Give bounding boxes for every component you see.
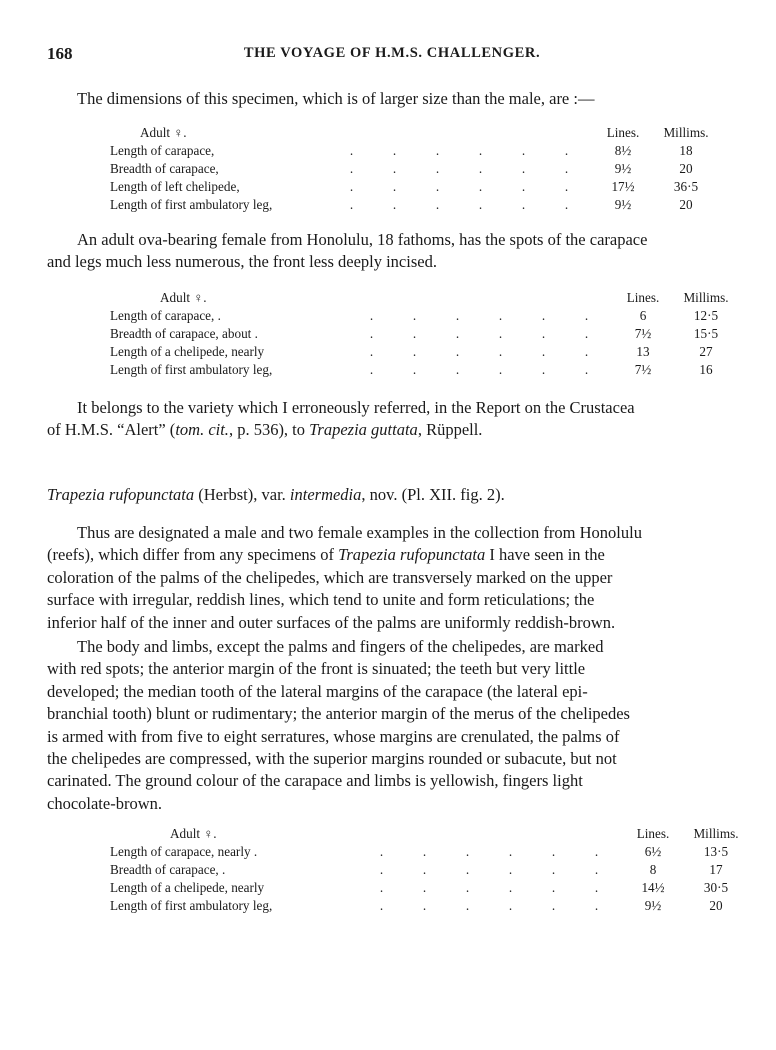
row-label: Length of a chelipede, nearly	[110, 344, 265, 359]
table-title: Adult ♀.	[160, 290, 207, 305]
leader-dots: . . . . . .	[379, 862, 599, 877]
column-header-lines: Lines.	[606, 125, 640, 140]
table-title: Adult ♀.	[140, 125, 187, 140]
row-lines: 7½	[634, 326, 652, 341]
column-header-lines: Lines.	[626, 290, 660, 305]
page-number: 168	[47, 44, 73, 63]
row-label: Breadth of carapace, about .	[110, 326, 258, 341]
row-lines: 13	[636, 344, 650, 359]
leader-dots: . . . . . .	[369, 326, 589, 341]
paragraph-line: inferior half of the inner and outer surfaces of the palms are uniformly reddish-brown.	[47, 612, 616, 632]
row-lines: 6	[639, 308, 647, 323]
leader-dots: . . . . . .	[379, 844, 599, 859]
row-label: Length of left chelipede,	[110, 179, 240, 194]
table-row	[110, 843, 746, 861]
table-row	[110, 343, 736, 361]
paragraph-line: (reefs), which differ from any specimens of Trapezia rufopunctata I have seen in the	[47, 545, 605, 565]
table-row	[110, 861, 746, 879]
paragraph-designation	[47, 522, 727, 634]
leader-dots: . . . . . .	[349, 179, 569, 194]
table-row	[110, 196, 716, 214]
row-label: Breadth of carapace,	[110, 161, 219, 176]
table-row	[110, 160, 716, 178]
row-millims: 27	[699, 344, 713, 359]
leader-dots: . . . . . .	[349, 161, 569, 176]
leader-dots: . . . . . .	[369, 344, 589, 359]
table-row	[110, 879, 746, 897]
table-row	[110, 142, 716, 160]
row-millims: 13·5	[703, 844, 729, 859]
row-lines: 9½	[614, 161, 632, 176]
paragraph-line: developed; the median tooth of the lateral margins of the carapace (the lateral epi-	[47, 681, 588, 701]
paragraph-dimensions-intro	[47, 88, 727, 110]
measurement-table-1	[110, 124, 716, 214]
column-header-lines: Lines.	[636, 826, 670, 841]
paragraph-line: branchial tooth) blunt or rudimentary; the anterior margin of the merus of the chelipedes	[47, 704, 630, 724]
page-header	[47, 44, 737, 64]
row-lines: 14½	[641, 880, 665, 895]
column-header-millims: Millims.	[663, 125, 709, 140]
row-lines: 17½	[611, 179, 635, 194]
paragraph-variety-note	[47, 397, 727, 442]
leader-dots: . . . . . .	[369, 362, 589, 377]
table-row	[110, 361, 736, 379]
leader-dots: . . . . . .	[379, 898, 599, 913]
paragraph-line: The body and limbs, except the palms and fingers of the chelipedes, are marked	[77, 637, 604, 656]
row-label: Length of first ambulatory leg,	[110, 197, 273, 212]
row-millims: 16	[699, 362, 713, 377]
paragraph-honolulu-female	[47, 229, 727, 274]
paragraph-line: An adult ova-bearing female from Honolulu, 18 fathoms, has the spots of the carapace	[77, 230, 648, 249]
row-millims: 20	[709, 898, 723, 913]
row-millims: 18	[679, 143, 693, 158]
paragraph-line: with red spots; the anterior margin of the front is sinuated; the teeth but very little	[47, 659, 586, 679]
row-label: Length of first ambulatory leg,	[110, 362, 273, 377]
paragraph-line: surface with irregular, reddish lines, which tend to unite and form reticulations; the	[47, 590, 595, 610]
paragraph-line: and legs much less numerous, the front less deeply incised.	[47, 252, 437, 272]
row-lines: 6½	[644, 844, 662, 859]
species-heading: Trapezia rufopunctata (Herbst), var. intermedia, nov. (Pl. XII. fig. 2).	[47, 485, 505, 504]
row-millims: 20	[679, 197, 693, 212]
row-label: Length of carapace, .	[110, 308, 221, 323]
species-name: Trapezia rufopunctata	[47, 485, 195, 504]
paragraph-line: It belongs to the variety which I erroneously referred, in the Report on the Crustacea	[77, 398, 635, 417]
table-title: Adult ♀.	[170, 826, 217, 841]
running-title: THE VOYAGE OF H.M.S. CHALLENGER.	[243, 45, 541, 61]
leader-dots: . . . . . .	[369, 308, 589, 323]
table-row	[110, 325, 736, 343]
row-label: Length of carapace, nearly .	[110, 844, 258, 859]
row-millims: 20	[679, 161, 693, 176]
measurement-table-3	[110, 825, 746, 915]
column-header-millims: Millims.	[683, 290, 729, 305]
table-row	[110, 897, 746, 915]
paragraph-line: carinated. The ground colour of the carapace and limbs is yellowish, fingers light	[47, 771, 583, 791]
leader-dots: . . . . . .	[349, 143, 569, 158]
row-label: Length of a chelipede, nearly	[110, 880, 265, 895]
table-row	[110, 178, 716, 196]
table-row	[110, 307, 736, 325]
paragraph-line: the chelipedes are compressed, with the superior margins rounded or subacute, but not	[47, 749, 617, 769]
column-header-millims: Millims.	[693, 826, 739, 841]
row-millims: 12·5	[693, 308, 719, 323]
leader-dots: . . . . . .	[349, 197, 569, 212]
paragraph-line: Thus are designated a male and two female examples in the collection from Honolulu	[77, 523, 642, 542]
row-millims: 17	[709, 862, 723, 877]
row-lines: 7½	[634, 362, 652, 377]
paragraph-line: of H.M.S. “Alert” (tom. cit., p. 536), to Trapezia guttata, Rüppell.	[47, 420, 483, 440]
row-millims: 36·5	[673, 179, 699, 194]
row-millims: 15·5	[693, 326, 719, 341]
row-label: Length of carapace,	[110, 143, 215, 158]
row-lines: 8½	[614, 143, 632, 158]
row-label: Length of first ambulatory leg,	[110, 898, 273, 913]
row-millims: 30·5	[703, 880, 729, 895]
paragraph-line: chocolate-brown.	[47, 793, 162, 813]
measurement-table-2	[110, 289, 736, 379]
paragraph-text: The dimensions of this specimen, which is of larger size than the male, are :—	[77, 89, 595, 108]
row-lines: 8	[649, 862, 657, 877]
row-lines: 9½	[614, 197, 632, 212]
row-lines: 9½	[644, 898, 662, 913]
paragraph-description	[47, 636, 727, 815]
variety-name: intermedia	[289, 485, 362, 504]
paragraph-line: is armed with from five to eight serratures, whose margins are crenulated, the palms of	[47, 726, 620, 746]
row-label: Breadth of carapace, .	[110, 862, 226, 877]
leader-dots: . . . . . .	[379, 880, 599, 895]
paragraph-line: coloration of the palms of the chelipedes, which are transversely marked on the upper	[47, 567, 613, 587]
